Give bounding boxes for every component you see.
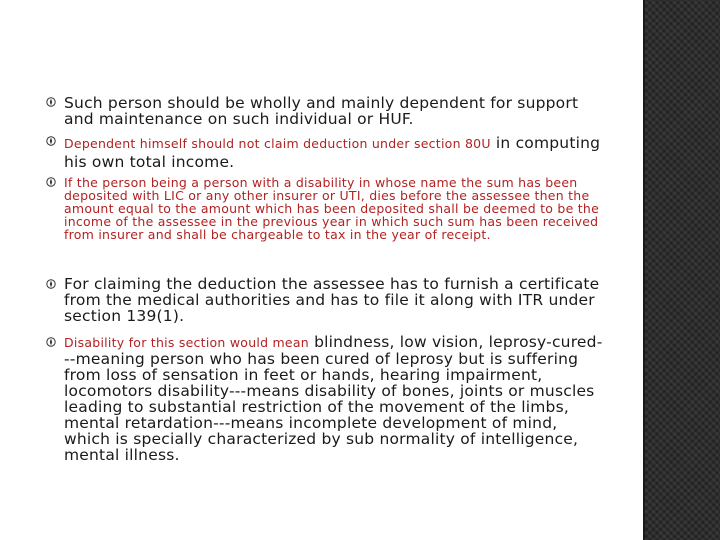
compass-bullet-icon	[46, 337, 56, 347]
bullet-item-1	[64, 95, 604, 127]
bullet-2-red-text: Dependent himself should not claim deduction under section 80U	[64, 136, 491, 151]
bullet-2-text: in computing his own total income.	[64, 134, 601, 171]
compass-bullet-icon	[46, 177, 56, 187]
bullet-5-text: blindness, low vision, leprosy-cured---meaning person who has been cured of leprosy but is suffering from loss of sensation in feet or hands, hearing impairment, locomotors disability---means disability of bones, joints or muscles leading to substantial restriction of the movement of the limbs, mental retardation---means incomplete development of mind, which is specially characterized by sub normality of intelligence, mental illness.	[64, 333, 603, 464]
decorative-side-panel	[643, 0, 720, 540]
bullet-5-red-text: Disability for this section would mean	[64, 335, 309, 350]
bullet-4-text: For claiming the deduction the assessee has to furnish a certificate from the medical authorities and has to file it along with ITR under section 139(1).	[64, 275, 600, 325]
bullet-item-5	[64, 334, 604, 463]
bullet-item-2	[64, 133, 604, 171]
bullet-1-text: Such person should be wholly and mainly dependent for support and maintenance on such individual or HUF.	[64, 94, 579, 128]
compass-bullet-icon	[46, 136, 56, 146]
compass-bullet-icon	[46, 97, 56, 107]
bullet-item-4	[64, 276, 604, 324]
bullet-3-text: If the person being a person with a disability in whose name the sum has been deposited with LIC or any other insurer or UTI, dies before the assessee then the amount equal to the amount which has been deposited shall be deemed to be the income of the assessee in the previous year in which such sum has been received from insurer and shall be chargeable to tax in the year of receipt.	[64, 175, 600, 242]
compass-bullet-icon	[46, 279, 56, 289]
bullet-item-3	[64, 176, 604, 241]
